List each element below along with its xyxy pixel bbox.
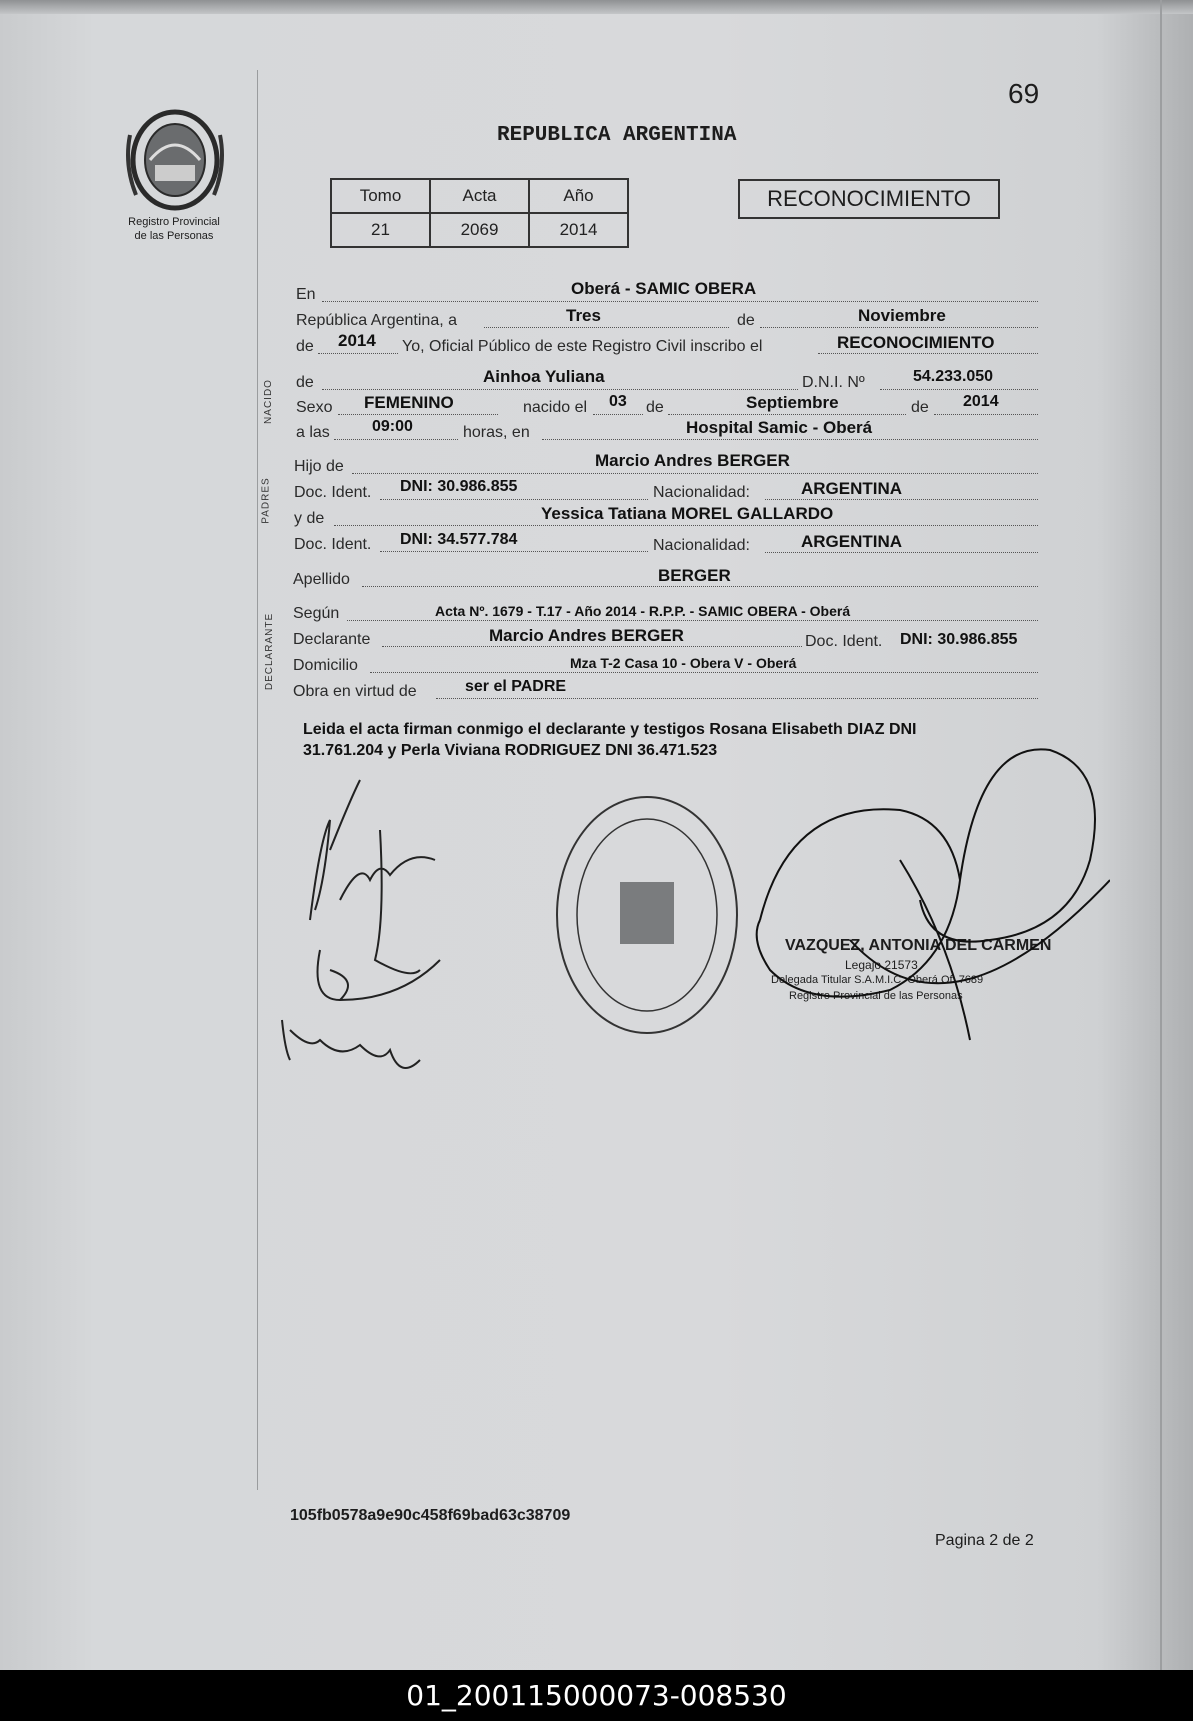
day-value: Tres	[566, 306, 601, 325]
ano-value: 2014	[529, 213, 628, 247]
dotted-line	[347, 620, 1038, 621]
reference-table	[330, 178, 629, 248]
closing-text-line1: Leida el acta firman conmigo el declarante y testigos Rosana Elisabeth DIAZ DNI	[303, 721, 917, 738]
page-number: 69	[1008, 78, 1040, 109]
de-label: de	[296, 374, 314, 391]
document-hash: 105fb0578a9e90c458f69bad63c38709	[290, 1507, 571, 1524]
dotted-line	[380, 499, 648, 500]
acta-header: Acta	[430, 179, 529, 213]
doc-label: Doc. Ident.	[294, 536, 372, 553]
father-nationality: ARGENTINA	[801, 479, 903, 498]
dni-label: D.N.I. Nº	[802, 374, 865, 391]
segun-label: Según	[293, 605, 340, 622]
declarante-label: Declarante	[293, 631, 371, 648]
dotted-line	[318, 353, 398, 354]
dotted-line	[484, 327, 729, 328]
org-name-line2: de las Personas	[134, 230, 214, 242]
dotted-line	[352, 473, 1038, 474]
pagination: Pagina 2 de 2	[935, 1532, 1034, 1549]
father-name: Marcio Andres BERGER	[595, 451, 790, 470]
official-round-stamp	[552, 792, 742, 1038]
dotted-line	[334, 525, 1038, 526]
mother-nationality: ARGENTINA	[801, 532, 903, 551]
dotted-line	[382, 646, 802, 647]
nacionalidad-label: Nacionalidad:	[653, 537, 750, 554]
according-to-value: Acta Nº. 1679 - T.17 - Año 2014 - R.P.P. - SAMIC OBERA - Oberá	[435, 603, 851, 619]
child-dni: 54.233.050	[913, 368, 994, 385]
dotted-line	[362, 586, 1038, 587]
de-label: de	[296, 338, 314, 355]
yde-label: y de	[294, 510, 325, 527]
side-label-declarante: DECLARANTE	[264, 612, 276, 691]
official-legajo: Legajo 21573	[845, 958, 918, 972]
sex-value: FEMENINO	[364, 393, 454, 412]
dotted-line	[322, 389, 798, 390]
de-label: de	[737, 312, 755, 329]
official-signature	[750, 740, 1110, 1060]
dotted-line	[760, 327, 1038, 328]
nacido-label: nacido el	[523, 399, 588, 416]
sexo-label: Sexo	[296, 399, 333, 416]
file-label-bar: 01_200115000073-008530	[0, 1670, 1193, 1721]
act-value: RECONOCIMIENTO	[837, 333, 995, 352]
year-value: 2014	[338, 331, 376, 350]
dotted-line	[338, 414, 498, 415]
domicilio-label: Domicilio	[293, 657, 358, 674]
place-value: Oberá - SAMIC OBERA	[571, 279, 757, 298]
declarante-doc-label: Doc. Ident.	[805, 633, 883, 650]
nacionalidad-label: Nacionalidad:	[653, 484, 750, 501]
doc-label: Doc. Ident.	[294, 484, 372, 501]
de-label: de	[911, 399, 929, 416]
dotted-line	[880, 389, 1038, 390]
official-role: Delegada Titular S.A.M.I.C. Oberá Of. 7689	[771, 974, 984, 986]
dotted-line	[668, 414, 906, 415]
de-label: de	[646, 399, 664, 416]
birth-day: 03	[609, 393, 627, 410]
dotted-line	[593, 414, 643, 415]
document-title: REPUBLICA ARGENTINA	[497, 124, 737, 147]
by-virtue-value: ser el PADRE	[465, 678, 567, 695]
acta-value: 2069	[430, 213, 529, 247]
month-value: Noviembre	[858, 306, 946, 325]
horas-label: horas, en	[463, 424, 530, 441]
official-name: VAZQUEZ, ANTONIA DEL CARMEN	[785, 937, 1052, 954]
dotted-line	[334, 439, 458, 440]
closing-text-line2: 31.761.204 y Perla Viviana RODRIGUEZ DNI 36.471.523	[303, 742, 718, 759]
birth-time: 09:00	[372, 418, 413, 435]
province-seal-logo	[120, 105, 230, 215]
hijo-label: Hijo de	[294, 458, 344, 475]
org-name-line1: Registro Provincial	[128, 216, 220, 228]
mother-name: Yessica Tatiana MOREL GALLARDO	[541, 504, 834, 523]
oficial-text: Yo, Oficial Público de este Registro Civil inscribo el	[402, 338, 763, 355]
tomo-value: 21	[331, 213, 430, 247]
republica-label: República Argentina, a	[296, 312, 457, 329]
side-label-padres: PADRES	[260, 477, 272, 524]
margin-line	[257, 70, 258, 1490]
signatures	[280, 760, 480, 1100]
dotted-line	[934, 414, 1038, 415]
alas-label: a las	[296, 424, 330, 441]
dotted-line	[370, 672, 1038, 673]
dotted-line	[818, 353, 1038, 354]
dotted-line	[380, 551, 648, 552]
dotted-line	[322, 301, 1038, 302]
apellido-label: Apellido	[293, 571, 350, 588]
dotted-line	[765, 552, 1038, 553]
surname-value: BERGER	[658, 566, 731, 585]
father-doc: DNI: 30.986.855	[400, 478, 518, 495]
declarant-name: Marcio Andres BERGER	[489, 626, 684, 645]
act-type-box: RECONOCIMIENTO	[738, 179, 1000, 219]
obra-label: Obra en virtud de	[293, 683, 417, 700]
dotted-line	[436, 698, 1038, 699]
birth-year: 2014	[963, 393, 999, 410]
birth-place: Hospital Samic - Oberá	[686, 418, 873, 437]
ano-header: Año	[529, 179, 628, 213]
birth-month: Septiembre	[746, 393, 839, 412]
side-label-nacido: NACIDO	[262, 379, 274, 424]
dotted-line	[542, 439, 1038, 440]
tomo-header: Tomo	[331, 179, 430, 213]
dotted-line	[765, 499, 1038, 500]
declarant-doc: DNI: 30.986.855	[900, 631, 1018, 648]
official-org: Registro Provincial de las Personas	[789, 990, 963, 1002]
child-name: Ainhoa Yuliana	[483, 367, 605, 386]
page-edge	[1160, 0, 1162, 1670]
en-label: En	[296, 286, 316, 303]
mother-doc: DNI: 34.577.784	[400, 531, 518, 548]
address-value: Mza T-2 Casa 10 - Obera V - Oberá	[570, 655, 797, 671]
